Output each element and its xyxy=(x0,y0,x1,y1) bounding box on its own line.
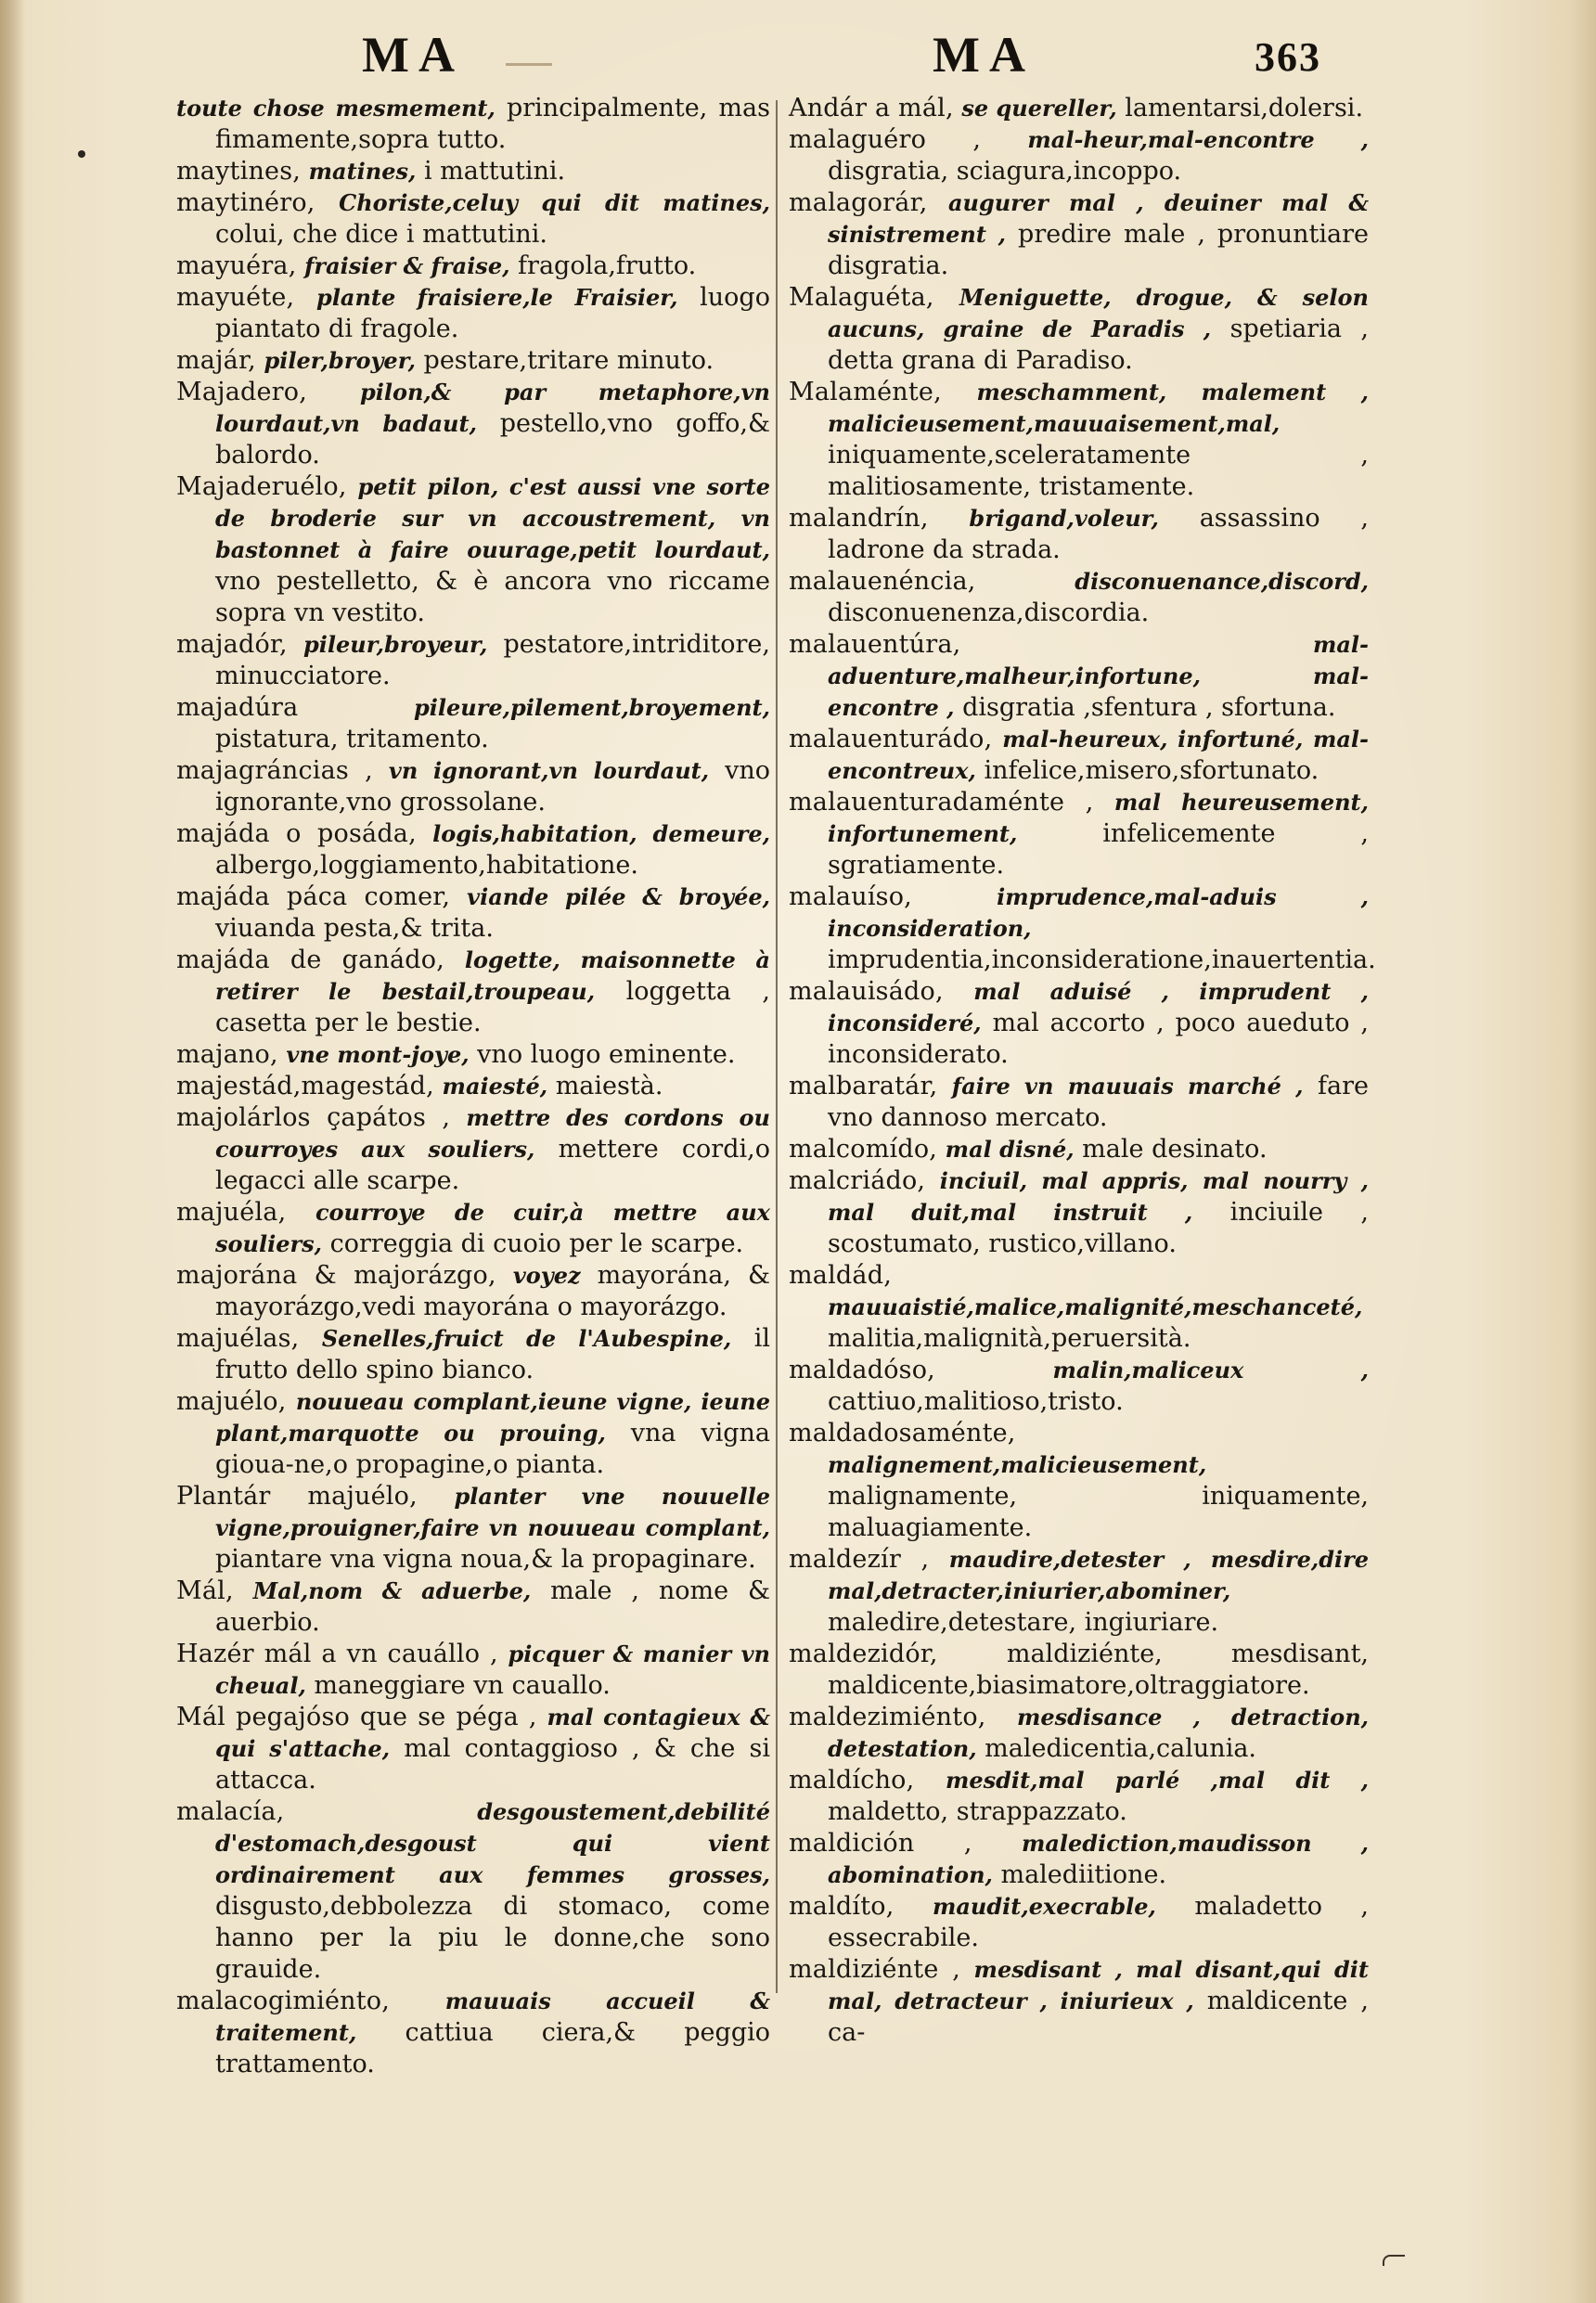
entry-italian-gloss: maldicente , ca- xyxy=(828,1987,1369,2047)
entry-french-gloss: mal-heureux, infortuné, mal-encontreux, xyxy=(828,726,1369,784)
entry-french-gloss: mal-aduenture,malheur,infortune, mal-encontre , xyxy=(828,631,1369,721)
entry-french-gloss: Senelles,fruict de l'Aubespine, xyxy=(321,1325,732,1352)
entry-italian-gloss: malitia,malignità,peruersità. xyxy=(828,1324,1191,1353)
entry-headword: majuélas, xyxy=(176,1324,300,1353)
entry-headword: majorána & majorázgo, xyxy=(176,1261,496,1290)
entry-headword: majáda páca comer, xyxy=(176,882,451,911)
entry-french-gloss: meschamment, malement , malicieusement,mauuaisement,mal, xyxy=(828,379,1369,437)
dictionary-entry xyxy=(176,1986,770,2080)
dictionary-entry xyxy=(789,1355,1369,1418)
dictionary-entry xyxy=(789,724,1369,787)
dictionary-entry xyxy=(176,471,770,629)
entry-french-gloss: augurer mal , deuiner mal & sinistrement , xyxy=(828,189,1369,248)
entry-french-gloss: mal heureusement, infortunement, xyxy=(828,789,1369,847)
dictionary-entry xyxy=(789,976,1369,1071)
entry-italian-gloss: pistatura, tritamento. xyxy=(215,725,489,753)
entry-french-gloss: vn ignorant,vn lourdaut, xyxy=(388,757,710,784)
dictionary-entry xyxy=(789,1134,1369,1165)
entry-headword: majano, xyxy=(176,1040,278,1069)
entry-italian-gloss: maledicentia,calunia. xyxy=(985,1734,1257,1763)
entry-french-gloss: malignement,malicieusement, xyxy=(828,1451,1207,1478)
entry-italian-gloss: fragola,frutto. xyxy=(518,251,697,280)
entry-italian-gloss: predire male , pronuntiare disgratia. xyxy=(828,220,1369,280)
dictionary-entry xyxy=(789,566,1369,629)
entry-french-gloss: Mal,nom & aduerbe, xyxy=(252,1577,532,1604)
entry-italian-gloss: vna vigna gioua-ne,o propagine,o pianta. xyxy=(215,1419,770,1479)
entry-french-gloss: logette, maisonnette à retirer le bestail,troupeau, xyxy=(215,946,770,1005)
entry-headword: majolárlos çapátos , xyxy=(176,1103,451,1132)
dictionary-entry xyxy=(789,1165,1369,1260)
dictionary-entry xyxy=(789,787,1369,881)
right-column xyxy=(789,93,1376,2049)
entry-french-gloss: faire vn mauuais marché , xyxy=(951,1073,1304,1100)
dictionary-entry xyxy=(176,377,770,471)
entry-headword: malauisádo, xyxy=(789,977,944,1006)
dictionary-entry xyxy=(789,1954,1369,2049)
entry-french-gloss: fraisier & fraise, xyxy=(304,252,510,279)
entry-headword: maldiziénte , xyxy=(789,1955,961,1984)
entry-italian-gloss: maiestà. xyxy=(555,1072,663,1100)
dictionary-entry xyxy=(789,377,1369,503)
entry-french-gloss: viande pilée & broyée, xyxy=(467,883,770,910)
entry-italian-gloss: lamentarsi,dolersi. xyxy=(1125,94,1364,122)
entry-french-gloss: inciuil, mal appris, mal nourry , mal duit,mal instruit , xyxy=(828,1167,1369,1226)
entry-french-gloss: picquer & manier vn cheual, xyxy=(215,1640,771,1699)
entry-french-gloss: Meniguette, drogue, & selon aucuns, graine de Paradis , xyxy=(828,284,1369,342)
dictionary-entry xyxy=(176,1071,770,1102)
entry-italian-gloss: maledire,detestare, ingiuriare. xyxy=(828,1608,1219,1637)
entry-french-gloss: maiesté, xyxy=(442,1073,548,1100)
header-rule xyxy=(506,63,552,66)
entry-headword: Hazér mál a vn cauállo , xyxy=(176,1640,498,1668)
entry-french-gloss: pilon,& par metaphore,vn lourdaut,vn badaut, xyxy=(215,379,770,437)
entry-italian-gloss: male , nome & auerbio. xyxy=(215,1576,770,1637)
entry-italian-gloss: luogo piantato di fragole. xyxy=(215,283,770,343)
entry-headword: maldezír , xyxy=(789,1545,930,1574)
entry-italian-gloss: colui, che dice i mattutini. xyxy=(215,220,547,249)
left-column xyxy=(176,93,770,2080)
entry-headword: Malaménte, xyxy=(789,378,942,406)
entry-italian-gloss: vno ignorante,vno grossolane. xyxy=(215,756,770,817)
entry-headword: malandrín, xyxy=(789,504,929,533)
entry-italian-gloss: il frutto dello spino bianco. xyxy=(215,1324,770,1384)
entry-headword: Majaderuélo, xyxy=(176,472,347,501)
entry-french-gloss: pileure,pilement,broyement, xyxy=(413,694,770,721)
entry-italian-gloss: mettere cordi,o legacci alle scarpe. xyxy=(215,1135,770,1195)
entry-french-gloss: mauuaistié,malice,malignité,meschanceté, xyxy=(828,1293,1363,1320)
dictionary-entry xyxy=(789,881,1376,976)
entry-italian-gloss: disgratia ,sfentura , sfortuna. xyxy=(962,693,1336,722)
entry-italian-gloss: cattiua ciera,& peggio trattamento. xyxy=(215,2018,770,2078)
entry-italian-gloss: albergo,loggiamento,habitatione. xyxy=(215,851,638,880)
dictionary-entry xyxy=(176,1197,770,1260)
entry-italian-gloss: mal accorto , poco aueduto , inconsiderato. xyxy=(828,1009,1369,1069)
entry-headword: Majadero, xyxy=(176,378,308,406)
dictionary-entry xyxy=(176,1639,770,1702)
entry-headword: mayuéra, xyxy=(176,251,297,280)
entry-italian-gloss: pestare,tritare minuto. xyxy=(423,346,714,375)
entry-french-gloss: nouueau complant,ieune vigne, ieune plant,marquotte ou prouing, xyxy=(215,1388,770,1447)
entry-italian-gloss: mayorána, & mayorázgo,vedi mayorána o mayorázgo. xyxy=(215,1261,770,1321)
dictionary-entry xyxy=(176,1260,770,1323)
entry-headword: malbaratár, xyxy=(789,1072,938,1100)
entry-italian-gloss: vno pestelletto, & è ancora vno riccame sopra vn vestito. xyxy=(215,567,770,627)
entry-french-gloss: mauuais accueil & traitement, xyxy=(215,1988,770,2046)
entry-french-gloss: vne mont-joye, xyxy=(286,1041,470,1068)
page-spine-shadow xyxy=(0,0,24,2303)
dictionary-entry xyxy=(789,503,1369,566)
entry-headword: malacía, xyxy=(176,1797,285,1826)
entry-french-gloss: Choriste,celuy qui dit matines, xyxy=(339,189,770,216)
entry-italian-gloss: pestatore,intriditore, minucciatore. xyxy=(215,630,770,690)
entry-french-gloss: planter vne nouuelle vigne,prouigner,faire vn nouueau complant, xyxy=(215,1483,770,1541)
entry-headword: Mál, xyxy=(176,1576,234,1605)
entry-french-gloss: piler,broyer, xyxy=(264,347,416,374)
entry-french-gloss: mal disné, xyxy=(945,1136,1075,1163)
entry-italian-gloss: spetiaria , detta grana di Paradiso. xyxy=(828,315,1369,375)
dictionary-entry xyxy=(789,1260,1369,1355)
entry-headword: maldezimiénto, xyxy=(789,1703,986,1731)
dictionary-entry xyxy=(789,1891,1369,1954)
entry-headword: malcomído, xyxy=(789,1135,938,1164)
dictionary-entry xyxy=(176,881,770,945)
entry-headword: majestád,magestád, xyxy=(176,1072,434,1100)
entry-italian-gloss: assassino , ladrone da strada. xyxy=(828,504,1369,564)
entry-headword: malacogimiénto, xyxy=(176,1987,391,2015)
dictionary-entry xyxy=(789,629,1369,724)
entry-french-gloss: mal aduisé , imprudent , inconsideré, xyxy=(828,978,1369,1036)
entry-headword: majáda de ganádo, xyxy=(176,946,445,974)
entry-italian-gloss: malignamente, iniquamente, maluagiamente. xyxy=(828,1482,1369,1542)
entry-french-gloss: maudire,detester , mesdire,dire mal,detracter,iniurier,abominer, xyxy=(828,1546,1370,1604)
dictionary-entry xyxy=(789,282,1369,377)
dictionary-entry xyxy=(789,1765,1369,1828)
entry-headword: majáda o posáda, xyxy=(176,819,417,848)
entry-headword: malauenéncia, xyxy=(789,567,976,596)
entry-italian-gloss: disgratia, sciagura,incoppo. xyxy=(828,157,1182,186)
entry-headword: majuéla, xyxy=(176,1198,287,1227)
entry-french-gloss: mal-heur,mal-encontre , xyxy=(1027,126,1369,153)
entry-headword: majadór, xyxy=(176,630,288,659)
entry-italian-gloss: correggia di cuoio per le scarpe. xyxy=(329,1229,744,1258)
entry-headword: Mál pegajóso que se péga , xyxy=(176,1703,537,1731)
entry-headword: maldíto, xyxy=(789,1892,895,1921)
dictionary-entry xyxy=(176,1323,770,1386)
dictionary-entry xyxy=(789,1544,1369,1639)
entry-french-gloss: logis,habitation, demeure, xyxy=(432,820,770,847)
entry-italian-gloss: disconuenenza,discordia. xyxy=(828,598,1150,627)
dictionary-entry xyxy=(176,1102,770,1197)
entry-french-gloss: mesdisance , detraction, detestation, xyxy=(828,1704,1369,1762)
entry-french-gloss: voyez xyxy=(512,1262,581,1289)
entry-italian-gloss: infelice,misero,sfortunato. xyxy=(984,756,1319,785)
entry-headword: majadúra xyxy=(176,693,299,722)
entry-italian-gloss: malediitione. xyxy=(1000,1860,1167,1889)
entry-headword: maldád, xyxy=(789,1261,892,1290)
dictionary-entry xyxy=(176,93,770,156)
entry-italian-gloss: maneggiare vn cauallo. xyxy=(314,1671,611,1700)
entry-headword: malauenturadaménte , xyxy=(789,788,1094,817)
entry-headword: majagráncias , xyxy=(176,756,373,785)
entry-headword: malagorár, xyxy=(789,188,928,217)
running-head-left: MA xyxy=(362,27,464,83)
entry-headword: maytinéro, xyxy=(176,188,315,217)
entry-italian-gloss: loggetta , casetta per le bestie. xyxy=(215,977,770,1037)
entry-french-gloss: mettre des cordons ou courroyes aux souliers, xyxy=(215,1104,770,1163)
running-head-right: MA xyxy=(933,27,1035,83)
entry-italian-gloss: principalmente, mas fimamente,sopra tutto. xyxy=(215,94,770,154)
entry-headword: malauenturádo, xyxy=(789,725,993,753)
entry-italian-gloss: maldetto, strappazzato. xyxy=(828,1797,1127,1826)
entry-headword: Malaguéta, xyxy=(789,283,934,312)
entry-italian-gloss: piantare vna vigna noua,& la propaginare. xyxy=(215,1545,756,1574)
entry-italian-gloss: infelicemente , sgratiamente. xyxy=(828,819,1369,880)
catchword-mark xyxy=(1383,2255,1405,2266)
dictionary-entry xyxy=(176,251,770,282)
entry-french-gloss: plante fraisiere,le Fraisier, xyxy=(316,284,678,311)
dictionary-entry xyxy=(789,1071,1369,1134)
dictionary-entry xyxy=(176,1481,770,1576)
entry-french-gloss: malin,maliceux , xyxy=(1052,1357,1369,1383)
dictionary-entry xyxy=(789,1702,1369,1765)
entry-headword: maldadóso, xyxy=(789,1356,935,1384)
page-number: 363 xyxy=(1255,34,1321,80)
dictionary-entry xyxy=(176,692,770,755)
entry-italian-gloss: mal contaggioso , & che si attacca. xyxy=(215,1734,770,1795)
entry-headword: maldezidór, xyxy=(789,1640,938,1668)
entry-french-gloss: courroye de cuir,à mettre aux souliers, xyxy=(215,1199,770,1257)
dictionary-entry xyxy=(176,345,770,377)
dictionary-entry xyxy=(176,629,770,692)
entry-french-gloss: malediction,maudisson , abomination, xyxy=(828,1830,1369,1888)
entry-italian-gloss: fare vno dannoso mercato. xyxy=(828,1072,1369,1132)
entry-headword: majár, xyxy=(176,346,256,375)
entry-headword: maldición , xyxy=(789,1829,972,1858)
entry-french-gloss: imprudence,mal-aduis , inconsideration, xyxy=(828,883,1369,942)
dictionary-entry xyxy=(176,945,770,1039)
dictionary-entry xyxy=(176,1796,770,1986)
dictionary-entry xyxy=(176,282,770,345)
dictionary-entry xyxy=(176,1386,770,1481)
dictionary-entry xyxy=(176,755,770,818)
entry-italian-gloss: cattiuo,malitioso,tristo. xyxy=(828,1387,1124,1416)
entry-headword: Plantár majuélo, xyxy=(176,1482,418,1511)
dictionary-entry xyxy=(789,1639,1369,1702)
entry-headword: maldícho, xyxy=(789,1766,915,1795)
entry-headword: malaguéro , xyxy=(789,125,982,154)
entry-headword: Andár a mál, xyxy=(789,94,954,122)
entry-italian-gloss: inciuile , scostumato, rustico,villano. xyxy=(828,1198,1369,1258)
entry-french-gloss: brigand,voleur, xyxy=(969,505,1159,532)
entry-italian-gloss: viuanda pesta,& trita. xyxy=(215,914,494,943)
entry-headword: malcriádo, xyxy=(789,1166,926,1195)
entry-italian-gloss: male desinato. xyxy=(1082,1135,1268,1164)
entry-italian-gloss: vno luogo eminente. xyxy=(477,1040,736,1069)
entry-italian-gloss: iniquamente,sceleratamente , malitiosamente, tristamente. xyxy=(828,441,1369,501)
dictionary-entry xyxy=(789,124,1369,187)
entry-italian-gloss: disgusto,debbolezza di stomaco, come hanno per la piu le donne,che sono grauide. xyxy=(215,1892,770,1984)
entry-italian-gloss: imprudentia,inconsideratione,inauertentia. xyxy=(828,946,1376,974)
dictionary-entry xyxy=(176,1702,770,1796)
dictionary-entry xyxy=(176,1039,770,1071)
entry-headword: malauíso, xyxy=(789,882,912,911)
column-divider xyxy=(776,100,778,1993)
ink-spot xyxy=(78,150,85,158)
entry-french-gloss: pileur,broyeur, xyxy=(302,631,488,658)
dictionary-entry xyxy=(176,187,770,251)
entry-french-gloss: mal contagieux & qui s'attache, xyxy=(215,1704,770,1762)
entry-headword: maldadosaménte, xyxy=(789,1419,1016,1447)
dictionary-entry xyxy=(789,1828,1369,1891)
dictionary-entry xyxy=(176,1576,770,1639)
entry-headword: mayuéte, xyxy=(176,283,295,312)
entry-headword: malauentúra, xyxy=(789,630,961,659)
entry-headword: maytines, xyxy=(176,157,302,186)
entry-french-gloss: se quereller, xyxy=(961,95,1117,122)
dictionary-entry xyxy=(789,1418,1369,1544)
dictionary-entry xyxy=(789,93,1369,124)
dictionary-entry xyxy=(176,818,770,881)
entry-french-gloss: toute chose mesmement, xyxy=(176,95,496,122)
entry-italian-gloss: pestello,vno goffo,& balordo. xyxy=(215,409,770,470)
entry-french-gloss: mesdisant , mal disant,qui dit mal, detracteur , iniurieux , xyxy=(828,1956,1369,2014)
entry-french-gloss: desgoustement,debilité d'estomach,desgoust qui vient ordinairement aux femmes grosses, xyxy=(215,1798,770,1888)
entry-french-gloss: mesdit,mal parlé ,mal dit , xyxy=(945,1767,1369,1794)
entry-italian-gloss: maladetto , essecrabile. xyxy=(828,1892,1369,1952)
entry-french-gloss: disconuenance,discord, xyxy=(1075,568,1369,595)
entry-french-gloss: petit pilon, c'est aussi vne sorte de broderie sur vn accoustrement, vn bastonnet à faire ouurage,petit lourdaut, xyxy=(215,473,770,563)
entry-headword: majuélo, xyxy=(176,1387,287,1416)
entry-french-gloss: maudit,execrable, xyxy=(932,1893,1156,1920)
dictionary-entry xyxy=(789,187,1369,282)
entry-italian-gloss: maldiziénte, mesdisant, maldicente,biasimatore,oltraggiatore. xyxy=(828,1640,1369,1700)
entry-italian-gloss: i mattutini. xyxy=(423,157,566,186)
dictionary-entry xyxy=(176,156,770,187)
entry-french-gloss: matines, xyxy=(308,158,417,185)
